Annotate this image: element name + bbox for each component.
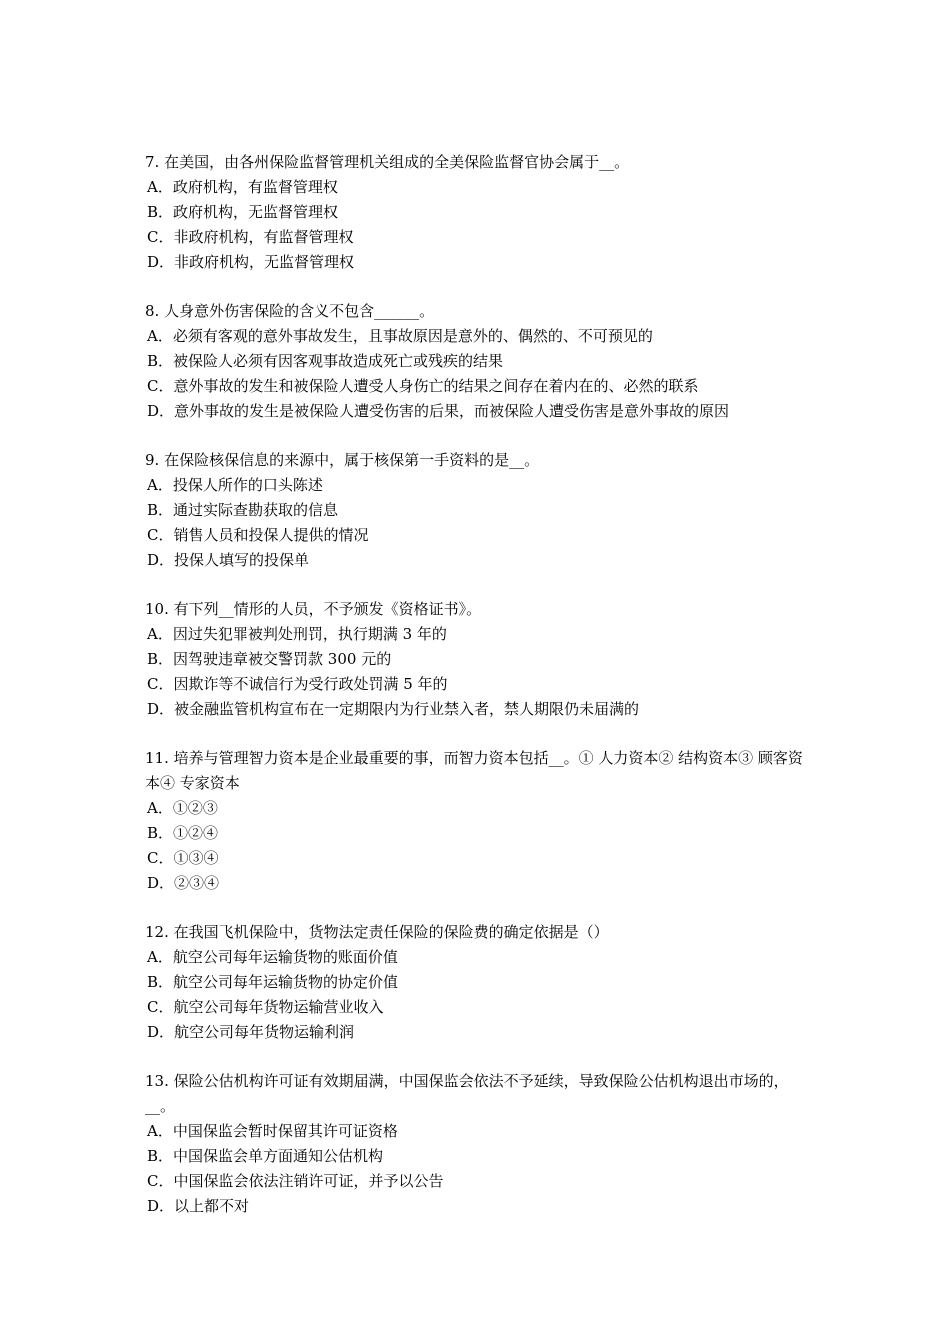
option-d: D．被金融监管机构宣布在一定期限内为行业禁入者，禁人期限仍未届满的 [147,700,640,718]
option-a: A．中国保监会暂时保留其许可证资格 [147,1122,398,1140]
option-a: A．政府机构，有监督管理权 [147,178,338,196]
option-b: B．通过实际查勘获取的信息 [147,501,339,519]
question-list [145,150,810,1243]
option-d: D．投保人填写的投保单 [147,551,310,569]
option-a: A．因过失犯罪被判处刑罚，执行期满 3 年的 [147,625,447,643]
option-b: B．中国保监会单方面通知公估机构 [147,1147,384,1165]
option-b: B．政府机构，无监督管理权 [147,203,339,221]
option-b: B．①②④ [147,824,219,842]
option-b: B．航空公司每年运输货物的协定价值 [147,973,399,991]
question-text: 11. 培养与管理智力资本是企业最重要的事，而智力资本包括__。① 人力资本② 结构资本③ 顾客资本④ 专家资本 [145,749,803,792]
option-a: A．①②③ [147,799,218,817]
option-d: D．②③④ [147,874,220,892]
question-text: 7. 在美国，由各州保险监督管理机关组成的全美保险监督官协会属于__。 [145,153,630,171]
question-text: 10. 有下列__情形的人员，不予颁发《资格证书》。 [145,600,482,618]
option-a: A．航空公司每年运输货物的账面价值 [147,948,398,966]
option-d: D．航空公司每年货物运输利润 [147,1023,355,1041]
option-c: C．因欺诈等不诚信行为受行政处罚满 5 年的 [147,675,448,693]
option-d: D．意外事故的发生是被保险人遭受伤害的后果，而被保险人遭受伤害是意外事故的原因 [147,402,730,420]
question-7 [145,150,810,275]
question-text: 13. 保险公估机构许可证有效期届满，中国保监会依法不予延续，导致保险公估机构退出市场的，__。 [145,1072,789,1115]
option-c: C．①③④ [147,849,219,867]
question-text: 8. 人身意外伤害保险的含义不包含______。 [145,302,435,320]
question-9 [145,448,810,573]
question-13 [145,1069,810,1219]
option-c: C．航空公司每年货物运输营业收入 [147,998,384,1016]
question-11 [145,746,810,896]
option-c: C．意外事故的发生和被保险人遭受人身伤亡的结果之间存在着内在的、必然的联系 [147,377,699,395]
option-d: D．以上都不对 [147,1197,250,1215]
question-text: 12. 在我国飞机保险中，货物法定责任保险的保险费的确定依据是（） [145,923,609,941]
option-d: D．非政府机构，无监督管理权 [147,253,355,271]
option-c: C．非政府机构，有监督管理权 [147,228,354,246]
option-c: C．销售人员和投保人提供的情况 [147,526,369,544]
option-b: B．被保险人必须有因客观事故造成死亡或残疾的结果 [147,352,504,370]
option-c: C．中国保监会依法注销许可证，并予以公告 [147,1172,444,1190]
option-a: A．必须有客观的意外事故发生，且事故原因是意外的、偶然的、不可预见的 [147,327,653,345]
option-a: A．投保人所作的口头陈述 [147,476,323,494]
question-8 [145,299,810,424]
question-12 [145,920,810,1045]
question-10 [145,597,810,722]
option-b: B．因驾驶违章被交警罚款 300 元的 [147,650,392,668]
question-text: 9. 在保险核保信息的来源中，属于核保第一手资料的是__。 [145,451,540,469]
